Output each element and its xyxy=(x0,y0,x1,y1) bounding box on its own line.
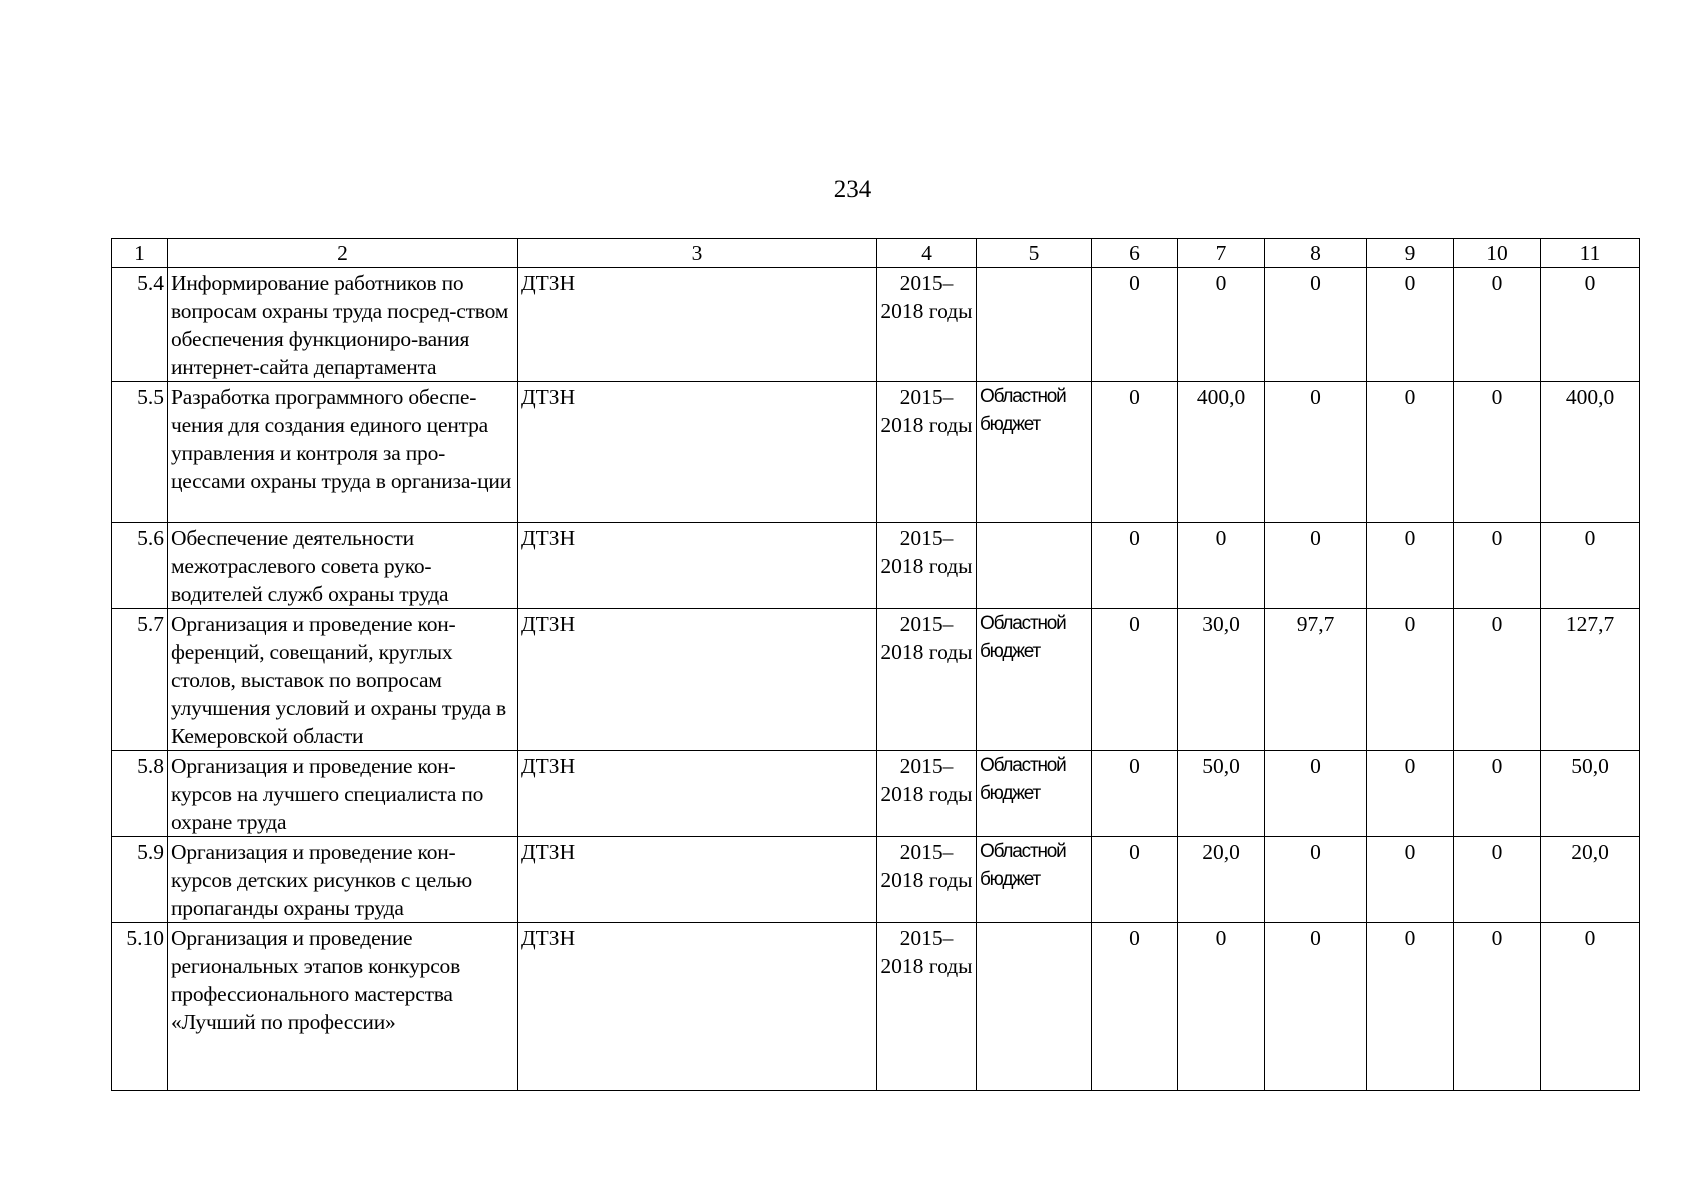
funding-source: Областной бюджет xyxy=(977,837,1092,923)
table-row xyxy=(112,837,1640,923)
header-col-3: 3 xyxy=(518,239,877,268)
table-header-row xyxy=(112,239,1640,268)
value-col-8: 0 xyxy=(1265,382,1367,523)
value-col-11: 127,7 xyxy=(1541,609,1640,751)
funding-source: Областной бюджет xyxy=(977,609,1092,751)
value-col-11: 0 xyxy=(1541,923,1640,1091)
funding-source xyxy=(977,923,1092,1091)
period: 2015–2018 годы xyxy=(877,268,977,382)
value-col-6: 0 xyxy=(1092,751,1178,837)
row-number: 5.7 xyxy=(112,609,168,751)
value-col-8: 0 xyxy=(1265,837,1367,923)
value-col-9: 0 xyxy=(1367,751,1454,837)
value-col-10: 0 xyxy=(1454,609,1541,751)
executor: ДТЗН xyxy=(518,751,877,837)
value-col-6: 0 xyxy=(1092,923,1178,1091)
value-col-6: 0 xyxy=(1092,609,1178,751)
value-col-7: 30,0 xyxy=(1178,609,1265,751)
activity-name: Организация и проведение кон-курсов на лучшего специалиста по охране труда xyxy=(168,751,518,837)
activity-name: Организация и проведение региональных этапов конкурсов профессионального мастерства «Лучший по профессии» xyxy=(168,923,518,1091)
row-number: 5.9 xyxy=(112,837,168,923)
row-number: 5.8 xyxy=(112,751,168,837)
value-col-9: 0 xyxy=(1367,382,1454,523)
value-col-8: 0 xyxy=(1265,751,1367,837)
header-col-8: 8 xyxy=(1265,239,1367,268)
value-col-9: 0 xyxy=(1367,523,1454,609)
value-col-6: 0 xyxy=(1092,382,1178,523)
executor: ДТЗН xyxy=(518,837,877,923)
value-col-10: 0 xyxy=(1454,523,1541,609)
row-number: 5.10 xyxy=(112,923,168,1091)
funding-source xyxy=(977,523,1092,609)
value-col-11: 0 xyxy=(1541,523,1640,609)
value-col-10: 0 xyxy=(1454,268,1541,382)
funding-source: Областной бюджет xyxy=(977,382,1092,523)
period: 2015–2018 годы xyxy=(877,382,977,523)
executor: ДТЗН xyxy=(518,268,877,382)
executor: ДТЗН xyxy=(518,382,877,523)
activity-name: Обеспечение деятельности межотраслевого совета руко-водителей служб охраны труда xyxy=(168,523,518,609)
table-row xyxy=(112,751,1640,837)
value-col-8: 0 xyxy=(1265,268,1367,382)
value-col-7: 50,0 xyxy=(1178,751,1265,837)
header-col-1: 1 xyxy=(112,239,168,268)
header-col-5: 5 xyxy=(977,239,1092,268)
value-col-7: 400,0 xyxy=(1178,382,1265,523)
table-row xyxy=(112,923,1640,1091)
value-col-8: 0 xyxy=(1265,523,1367,609)
header-col-2: 2 xyxy=(168,239,518,268)
value-col-6: 0 xyxy=(1092,523,1178,609)
value-col-6: 0 xyxy=(1092,837,1178,923)
value-col-8: 97,7 xyxy=(1265,609,1367,751)
executor: ДТЗН xyxy=(518,923,877,1091)
value-col-9: 0 xyxy=(1367,923,1454,1091)
header-col-4: 4 xyxy=(877,239,977,268)
period: 2015–2018 годы xyxy=(877,523,977,609)
period: 2015–2018 годы xyxy=(877,609,977,751)
row-number: 5.4 xyxy=(112,268,168,382)
period: 2015–2018 годы xyxy=(877,837,977,923)
row-number: 5.6 xyxy=(112,523,168,609)
header-col-11: 11 xyxy=(1541,239,1640,268)
table-row xyxy=(112,609,1640,751)
value-col-7: 20,0 xyxy=(1178,837,1265,923)
funding-source: Областной бюджет xyxy=(977,751,1092,837)
header-col-6: 6 xyxy=(1092,239,1178,268)
value-col-11: 50,0 xyxy=(1541,751,1640,837)
header-col-10: 10 xyxy=(1454,239,1541,268)
header-col-7: 7 xyxy=(1178,239,1265,268)
value-col-9: 0 xyxy=(1367,268,1454,382)
row-number: 5.5 xyxy=(112,382,168,523)
executor: ДТЗН xyxy=(518,523,877,609)
value-col-9: 0 xyxy=(1367,837,1454,923)
value-col-6: 0 xyxy=(1092,268,1178,382)
value-col-7: 0 xyxy=(1178,923,1265,1091)
activity-name: Информирование работников по вопросам охраны труда посред-ством обеспечения функциониро-вания интернет-сайта департамента xyxy=(168,268,518,382)
value-col-10: 0 xyxy=(1454,751,1541,837)
activity-name: Разработка программного обеспе-чения для создания единого центра управления и контроля за про-цессами охраны труда в организа-ции xyxy=(168,382,518,523)
value-col-11: 0 xyxy=(1541,268,1640,382)
program-activities-table xyxy=(111,238,1640,1091)
page-number: 234 xyxy=(833,176,872,203)
table-row xyxy=(112,523,1640,609)
activity-name: Организация и проведение кон-ференций, совещаний, круглых столов, выставок по вопросам улучшения условий и охраны труда в Кемеровской области xyxy=(168,609,518,751)
value-col-11: 400,0 xyxy=(1541,382,1640,523)
value-col-10: 0 xyxy=(1454,923,1541,1091)
value-col-7: 0 xyxy=(1178,523,1265,609)
value-col-8: 0 xyxy=(1265,923,1367,1091)
header-col-9: 9 xyxy=(1367,239,1454,268)
value-col-7: 0 xyxy=(1178,268,1265,382)
table-row xyxy=(112,382,1640,523)
table-row xyxy=(112,268,1640,382)
funding-source xyxy=(977,268,1092,382)
period: 2015–2018 годы xyxy=(877,751,977,837)
value-col-9: 0 xyxy=(1367,609,1454,751)
executor: ДТЗН xyxy=(518,609,877,751)
activity-name: Организация и проведение кон-курсов детских рисунков с целью пропаганды охраны труда xyxy=(168,837,518,923)
value-col-10: 0 xyxy=(1454,837,1541,923)
value-col-10: 0 xyxy=(1454,382,1541,523)
period: 2015–2018 годы xyxy=(877,923,977,1091)
value-col-11: 20,0 xyxy=(1541,837,1640,923)
